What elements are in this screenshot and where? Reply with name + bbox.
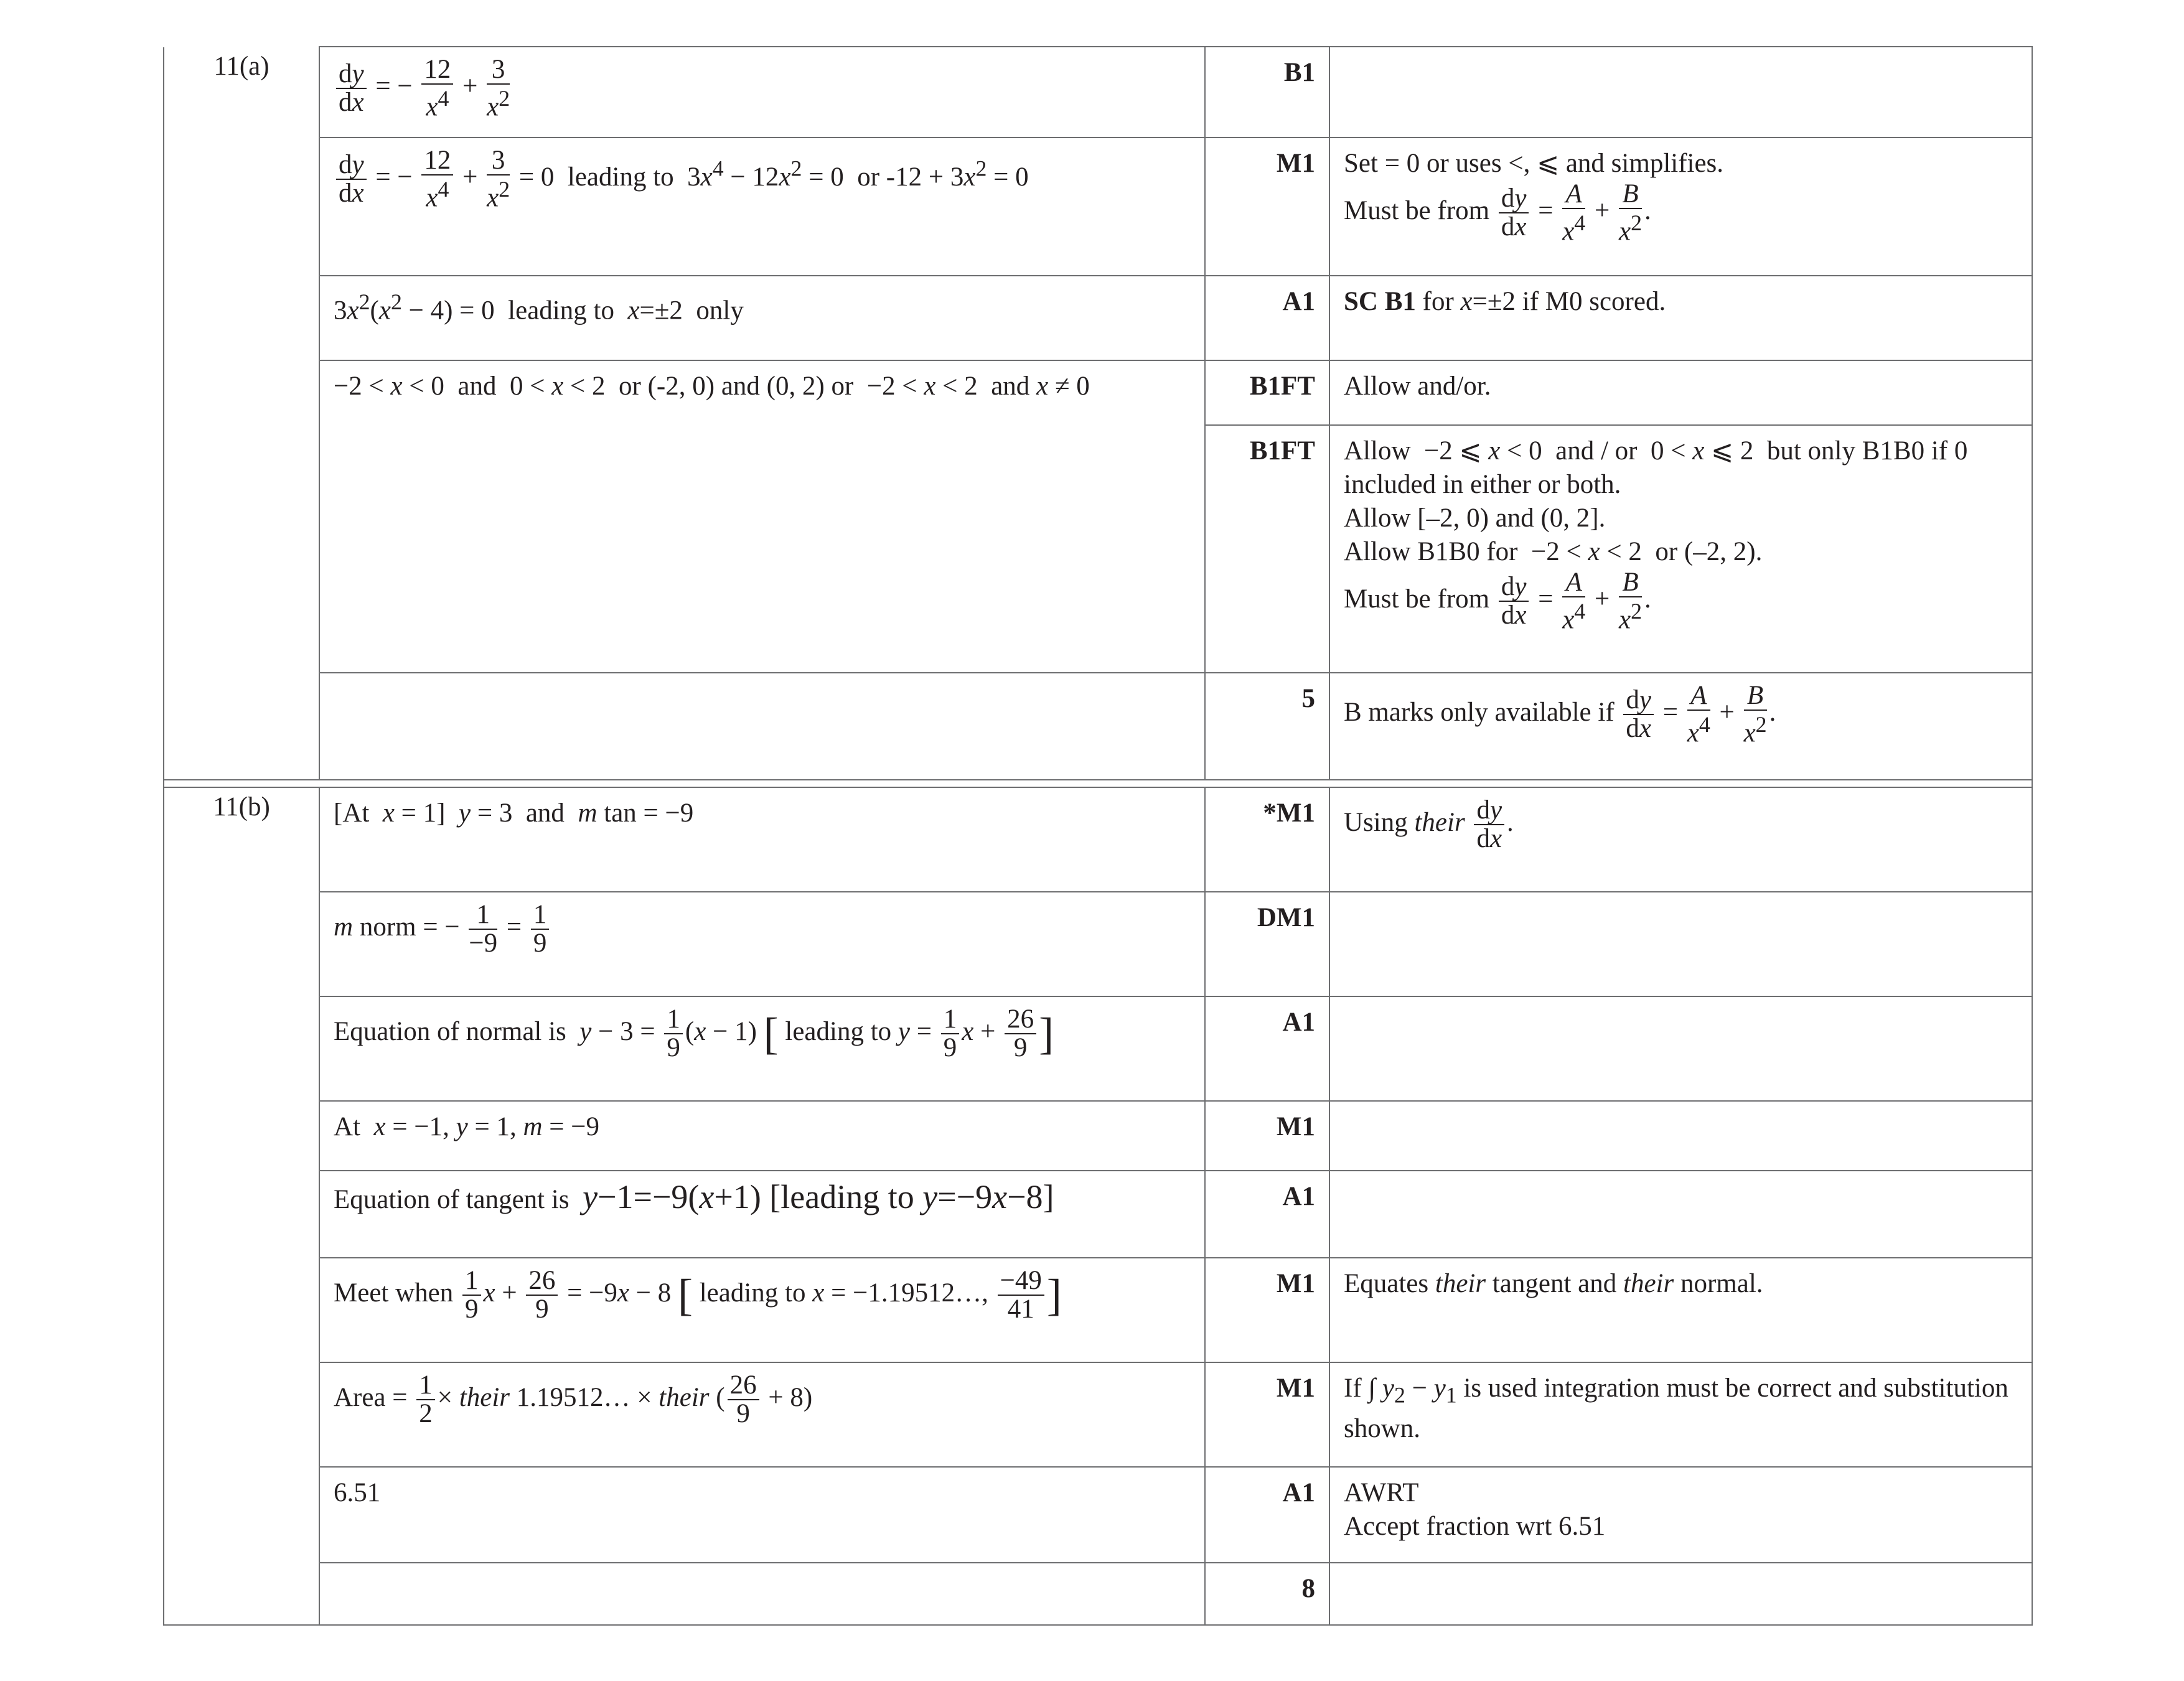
guidance-cell: B marks only available if $\frac{dy}{dx}$ = $\frac{A}{x^4}$ + $\frac{B}{x^2}$ . bbox=[1329, 673, 2032, 780]
guidance-cell: Using their $\frac{dy}{dx}$ . bbox=[1329, 787, 2032, 892]
mark-cell: M1 bbox=[1205, 1101, 1329, 1171]
guidance-cell bbox=[1329, 1171, 2032, 1258]
answer-cell: Area = $\frac{1}{2}$ × their 1.19512… × their ( $\frac{26}{9}$ + 8) bbox=[319, 1362, 1205, 1467]
answer-cell: $\frac{dy}{dx}$ = − $\frac{12}{x^4}$ + $\frac{3}{x^2}$ = 0 leading to $3x^4 - 12x^2 = 0$ or $-12 + 3x^2 = 0$ bbox=[319, 138, 1205, 276]
guidance-cell: If ∫ $y_2 - y_1$ is used integration must be correct and substitution shown. bbox=[1329, 1362, 2032, 1467]
answer-cell: −2 < x < 0 and 0 < x < 2 or (-2, 0) and (0, 2) or −2 < x < 2 and x ≠ 0 bbox=[319, 360, 1205, 673]
table-row bbox=[164, 360, 2032, 425]
answer-cell: At x = −1, y = 1, m = −9 bbox=[319, 1101, 1205, 1171]
mark-cell: A1 bbox=[1205, 996, 1329, 1101]
table-row bbox=[164, 892, 2032, 996]
mark-cell: A1 bbox=[1205, 1467, 1329, 1563]
guidance-line: Allow [–2, 0) and (0, 2]. bbox=[1344, 503, 1606, 533]
answer-cell: $3x^2(x^2 - 4) = 0$ leading to x=±2 only bbox=[319, 276, 1205, 360]
guidance-line: Allow B1B0 for −2 < x < 2 or (–2, 2). bbox=[1344, 537, 1763, 566]
guidance-line: Allow −2 ⩽ x < 0 and / or 0 < x ⩽ 2 but only B1B0 if 0 included in either or both. bbox=[1344, 436, 1968, 499]
guidance-cell bbox=[1329, 1563, 2032, 1625]
mark-cell: B1FT bbox=[1205, 425, 1329, 673]
mark-cell: B1 bbox=[1205, 47, 1329, 138]
mark-cell: A1 bbox=[1205, 1171, 1329, 1258]
mark-cell: 8 bbox=[1205, 1563, 1329, 1625]
table-row bbox=[164, 787, 2032, 892]
table-row bbox=[164, 673, 2032, 780]
answer-cell: m norm = − $\frac{1}{-9}$ = $\frac{1}{9}$ bbox=[319, 892, 1205, 996]
guidance-cell: SC B1 for x=±2 if M0 scored. bbox=[1329, 276, 2032, 360]
answer-cell: Equation of normal is y − 3 = $\frac{1}{9}$ (x − 1) [ leading to y = $\frac{1}{9}$ x + $\frac{26}{9}$ ] bbox=[319, 996, 1205, 1101]
mark-cell: *M1 bbox=[1205, 787, 1329, 892]
guidance-line: Must be from $\frac{dy}{dx}$ = $\frac{A}{x^4}$ + $\frac{B}{x^2}$ . bbox=[1344, 179, 1651, 246]
answer-cell: Meet when $\frac{1}{9}$ x + $\frac{26}{9}$ = −9x − 8 [ leading to x = −1.19512…, $\frac{-49}{41}$ ] bbox=[319, 1258, 1205, 1362]
section-divider bbox=[164, 780, 2032, 787]
guidance-cell bbox=[1329, 1101, 2032, 1171]
table-row bbox=[164, 138, 2032, 276]
guidance-cell: Equates their tangent and their normal. bbox=[1329, 1258, 2032, 1362]
mark-cell: M1 bbox=[1205, 1258, 1329, 1362]
guidance-cell bbox=[1329, 892, 2032, 996]
guidance-line: AWRT bbox=[1344, 1478, 1419, 1507]
mark-cell: M1 bbox=[1205, 138, 1329, 276]
mark-cell: 5 bbox=[1205, 673, 1329, 780]
table-row bbox=[164, 1362, 2032, 1467]
guidance-cell bbox=[1329, 138, 2032, 276]
table-row bbox=[164, 276, 2032, 360]
answer-cell: 6.51 bbox=[319, 1467, 1205, 1563]
answer-cell: $\frac{dy}{dx}$ = − $\frac{12}{x^4}$ + $\frac{3}{x^2}$ bbox=[319, 47, 1205, 138]
mark-scheme-table bbox=[163, 46, 2033, 1626]
mark-cell: B1FT bbox=[1205, 360, 1329, 425]
table-row bbox=[164, 1563, 2032, 1625]
answer-cell bbox=[319, 673, 1205, 780]
answer-cell: Equation of tangent is y−1=−9(x+1) [leading to y=−9x−8] bbox=[319, 1171, 1205, 1258]
guidance-cell bbox=[1329, 996, 2032, 1101]
table-row bbox=[164, 1258, 2032, 1362]
guidance-line: Set = 0 or uses <, ⩽ and simplifies. bbox=[1344, 149, 1724, 178]
answer-cell: [At x = 1] y = 3 and m tan = −9 bbox=[319, 787, 1205, 892]
guidance-cell: Allow and/or. bbox=[1329, 360, 2032, 425]
table-row bbox=[164, 47, 2032, 138]
question-number: 11(b) bbox=[164, 787, 319, 1625]
guidance-cell bbox=[1329, 425, 2032, 673]
guidance-cell bbox=[1329, 47, 2032, 138]
mark-cell: A1 bbox=[1205, 276, 1329, 360]
question-number: 11(a) bbox=[164, 47, 319, 780]
table-row bbox=[164, 1101, 2032, 1171]
answer-cell bbox=[319, 1563, 1205, 1625]
table-row bbox=[164, 1171, 2032, 1258]
mark-cell: M1 bbox=[1205, 1362, 1329, 1467]
mark-cell: DM1 bbox=[1205, 892, 1329, 996]
table-row bbox=[164, 1467, 2032, 1563]
guidance-line: Accept fraction wrt 6.51 bbox=[1344, 1512, 1606, 1541]
guidance-line: Must be from $\frac{dy}{dx}$ = $\frac{A}{x^4}$ + $\frac{B}{x^2}$ . bbox=[1344, 568, 1651, 635]
guidance-cell bbox=[1329, 1467, 2032, 1563]
table-row bbox=[164, 996, 2032, 1101]
